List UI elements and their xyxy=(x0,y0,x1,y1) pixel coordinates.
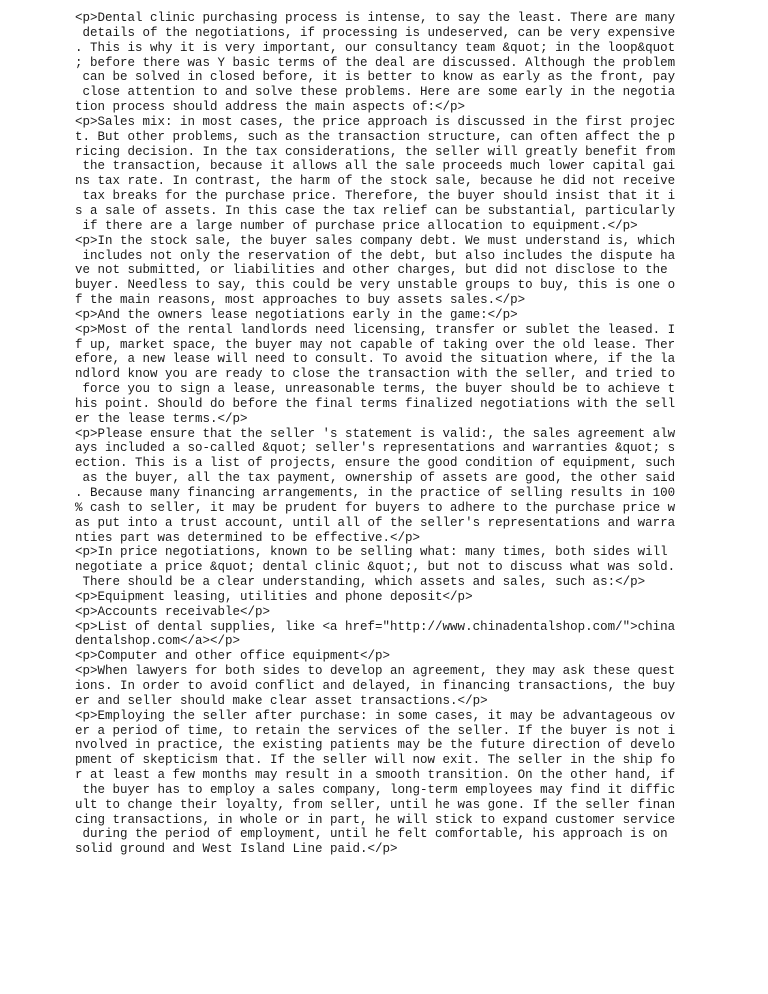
text-line: cing transactions, in whole or in part, he will stick to expand customer service xyxy=(75,812,675,827)
text-line: as put into a trust account, until all of the seller's representations and warra xyxy=(75,515,675,530)
text-line: s a sale of assets. In this case the tax relief can be substantial, particularly xyxy=(75,203,675,218)
text-line: er the lease terms.</p> xyxy=(75,411,248,426)
text-line: <p>In the stock sale, the buyer sales company debt. We must understand is, which xyxy=(75,233,675,248)
text-line: the transaction, because it allows all the sale proceeds much lower capital gai xyxy=(75,159,675,174)
text-line: ions. In order to avoid conflict and delayed, in financing transactions, the buy xyxy=(75,678,675,693)
text-line: as the buyer, all the tax payment, ownership of assets are good, the other said xyxy=(75,471,675,486)
text-line: <p>In price negotiations, known to be selling what: many times, both sides will xyxy=(75,545,668,560)
text-line: <p>Dental clinic purchasing process is intense, to say the least. There are many xyxy=(75,11,675,25)
text-line: <p>Accounts receivable</p> xyxy=(75,604,271,619)
text-line: details of the negotiations, if processing is undeserved, can be very expensive xyxy=(75,25,675,40)
text-line: er a period of time, to retain the services of the seller. If the buyer is not i xyxy=(75,723,675,738)
text-line: f up, market space, the buyer may not capable of taking over the old lease. Ther xyxy=(75,337,675,352)
text-line: his point. Should do before the final terms finalized negotiations with the sell xyxy=(75,396,675,411)
text-line: can be solved in closed before, it is better to know as early as the front, pay xyxy=(75,70,675,85)
text-line: <p>Employing the seller after purchase: in some cases, it may be advantageous ov xyxy=(75,708,675,723)
text-line: <p>Most of the rental landlords need licensing, transfer or sublet the leased. I xyxy=(75,322,675,337)
text-line: r at least a few months may result in a smooth transition. On the other hand, if xyxy=(75,768,675,783)
text-line: There should be a clear understanding, which assets and sales, such as:</p> xyxy=(75,575,646,590)
text-line: ndlord know you are ready to close the transaction with the seller, and tried to xyxy=(75,367,675,382)
text-line: dentalshop.com</a></p> xyxy=(75,634,241,649)
text-line: efore, a new lease will need to consult. To avoid the situation where, if the la xyxy=(75,352,675,367)
text-line: ection. This is a list of projects, ensure the good condition of equipment, such xyxy=(75,456,675,471)
text-line: <p>Equipment leasing, utilities and phone deposit</p> xyxy=(75,589,473,604)
text-line: tion process should address the main aspects of:</p> xyxy=(75,100,466,115)
text-line: nvolved in practice, the existing patients may be the future direction of develo xyxy=(75,738,675,753)
text-line: <p>Sales mix: in most cases, the price approach is discussed in the first projec xyxy=(75,114,675,129)
text-line: ns tax rate. In contrast, the harm of the stock sale, because he did not receive xyxy=(75,174,675,189)
text-line: f the main reasons, most approaches to buy assets sales.</p> xyxy=(75,293,526,308)
text-line: the buyer has to employ a sales company, long-term employees may find it diffic xyxy=(75,782,675,797)
text-line: . This is why it is very important, our consultancy team &quot; in the loop&quot xyxy=(75,40,675,55)
text-line: ult to change their loyalty, from seller, until he was gone. If the seller finan xyxy=(75,797,675,812)
text-line: <p>List of dental supplies, like <a href="http://www.chinadentalshop.com/">china xyxy=(75,619,675,634)
text-line: ays included a so-called &quot; seller's representations and warranties &quot; s xyxy=(75,441,675,456)
text-line: if there are a large number of purchase price allocation to equipment.</p> xyxy=(75,218,638,233)
text-line: ; before there was Y basic terms of the deal are discussed. Although the problem xyxy=(75,55,675,70)
text-line: <p>Please ensure that the seller 's statement is valid:, the sales agreement alw xyxy=(75,426,675,441)
text-line: <p>Computer and other office equipment</p> xyxy=(75,649,391,664)
text-line: solid ground and West Island Line paid.</p> xyxy=(75,842,398,857)
text-line: ricing decision. In the tax considerations, the seller will greatly benefit from xyxy=(75,144,675,159)
text-line: er and seller should make clear asset transactions.</p> xyxy=(75,693,488,708)
text-line: force you to sign a lease, unreasonable terms, the buyer should be to achieve t xyxy=(75,382,675,397)
text-line: <p>When lawyers for both sides to develop an agreement, they may ask these quest xyxy=(75,664,675,679)
text-line: ve not submitted, or liabilities and other charges, but did not disclose to the xyxy=(75,263,668,278)
text-line: % cash to seller, it may be prudent for buyers to adhere to the purchase price w xyxy=(75,500,675,515)
text-line: tax breaks for the purchase price. Therefore, the buyer should insist that it i xyxy=(75,189,675,204)
text-line: . Because many financing arrangements, in the practice of selling results in 100 xyxy=(75,486,675,500)
text-line: close attention to and solve these problems. Here are some early in the negotia xyxy=(75,85,675,100)
text-line: t. But other problems, such as the transaction structure, can often affect the p xyxy=(75,129,675,144)
text-line: negotiate a price &quot; dental clinic &quot;, but not to discuss what was sold. xyxy=(75,560,675,575)
text-line: nties part was determined to be effective.</p> xyxy=(75,530,421,545)
text-line: <p>And the owners lease negotiations early in the game:</p> xyxy=(75,307,518,322)
text-line: pment of skepticism that. If the seller will now exit. The seller in the ship fo xyxy=(75,753,675,768)
text-line: during the period of employment, until he felt comfortable, his approach is on xyxy=(75,827,668,842)
document-body xyxy=(75,11,675,857)
text-line: buyer. Needless to say, this could be very unstable groups to buy, this is one o xyxy=(75,278,675,293)
text-line: includes not only the reservation of the debt, but also includes the dispute ha xyxy=(75,248,675,263)
